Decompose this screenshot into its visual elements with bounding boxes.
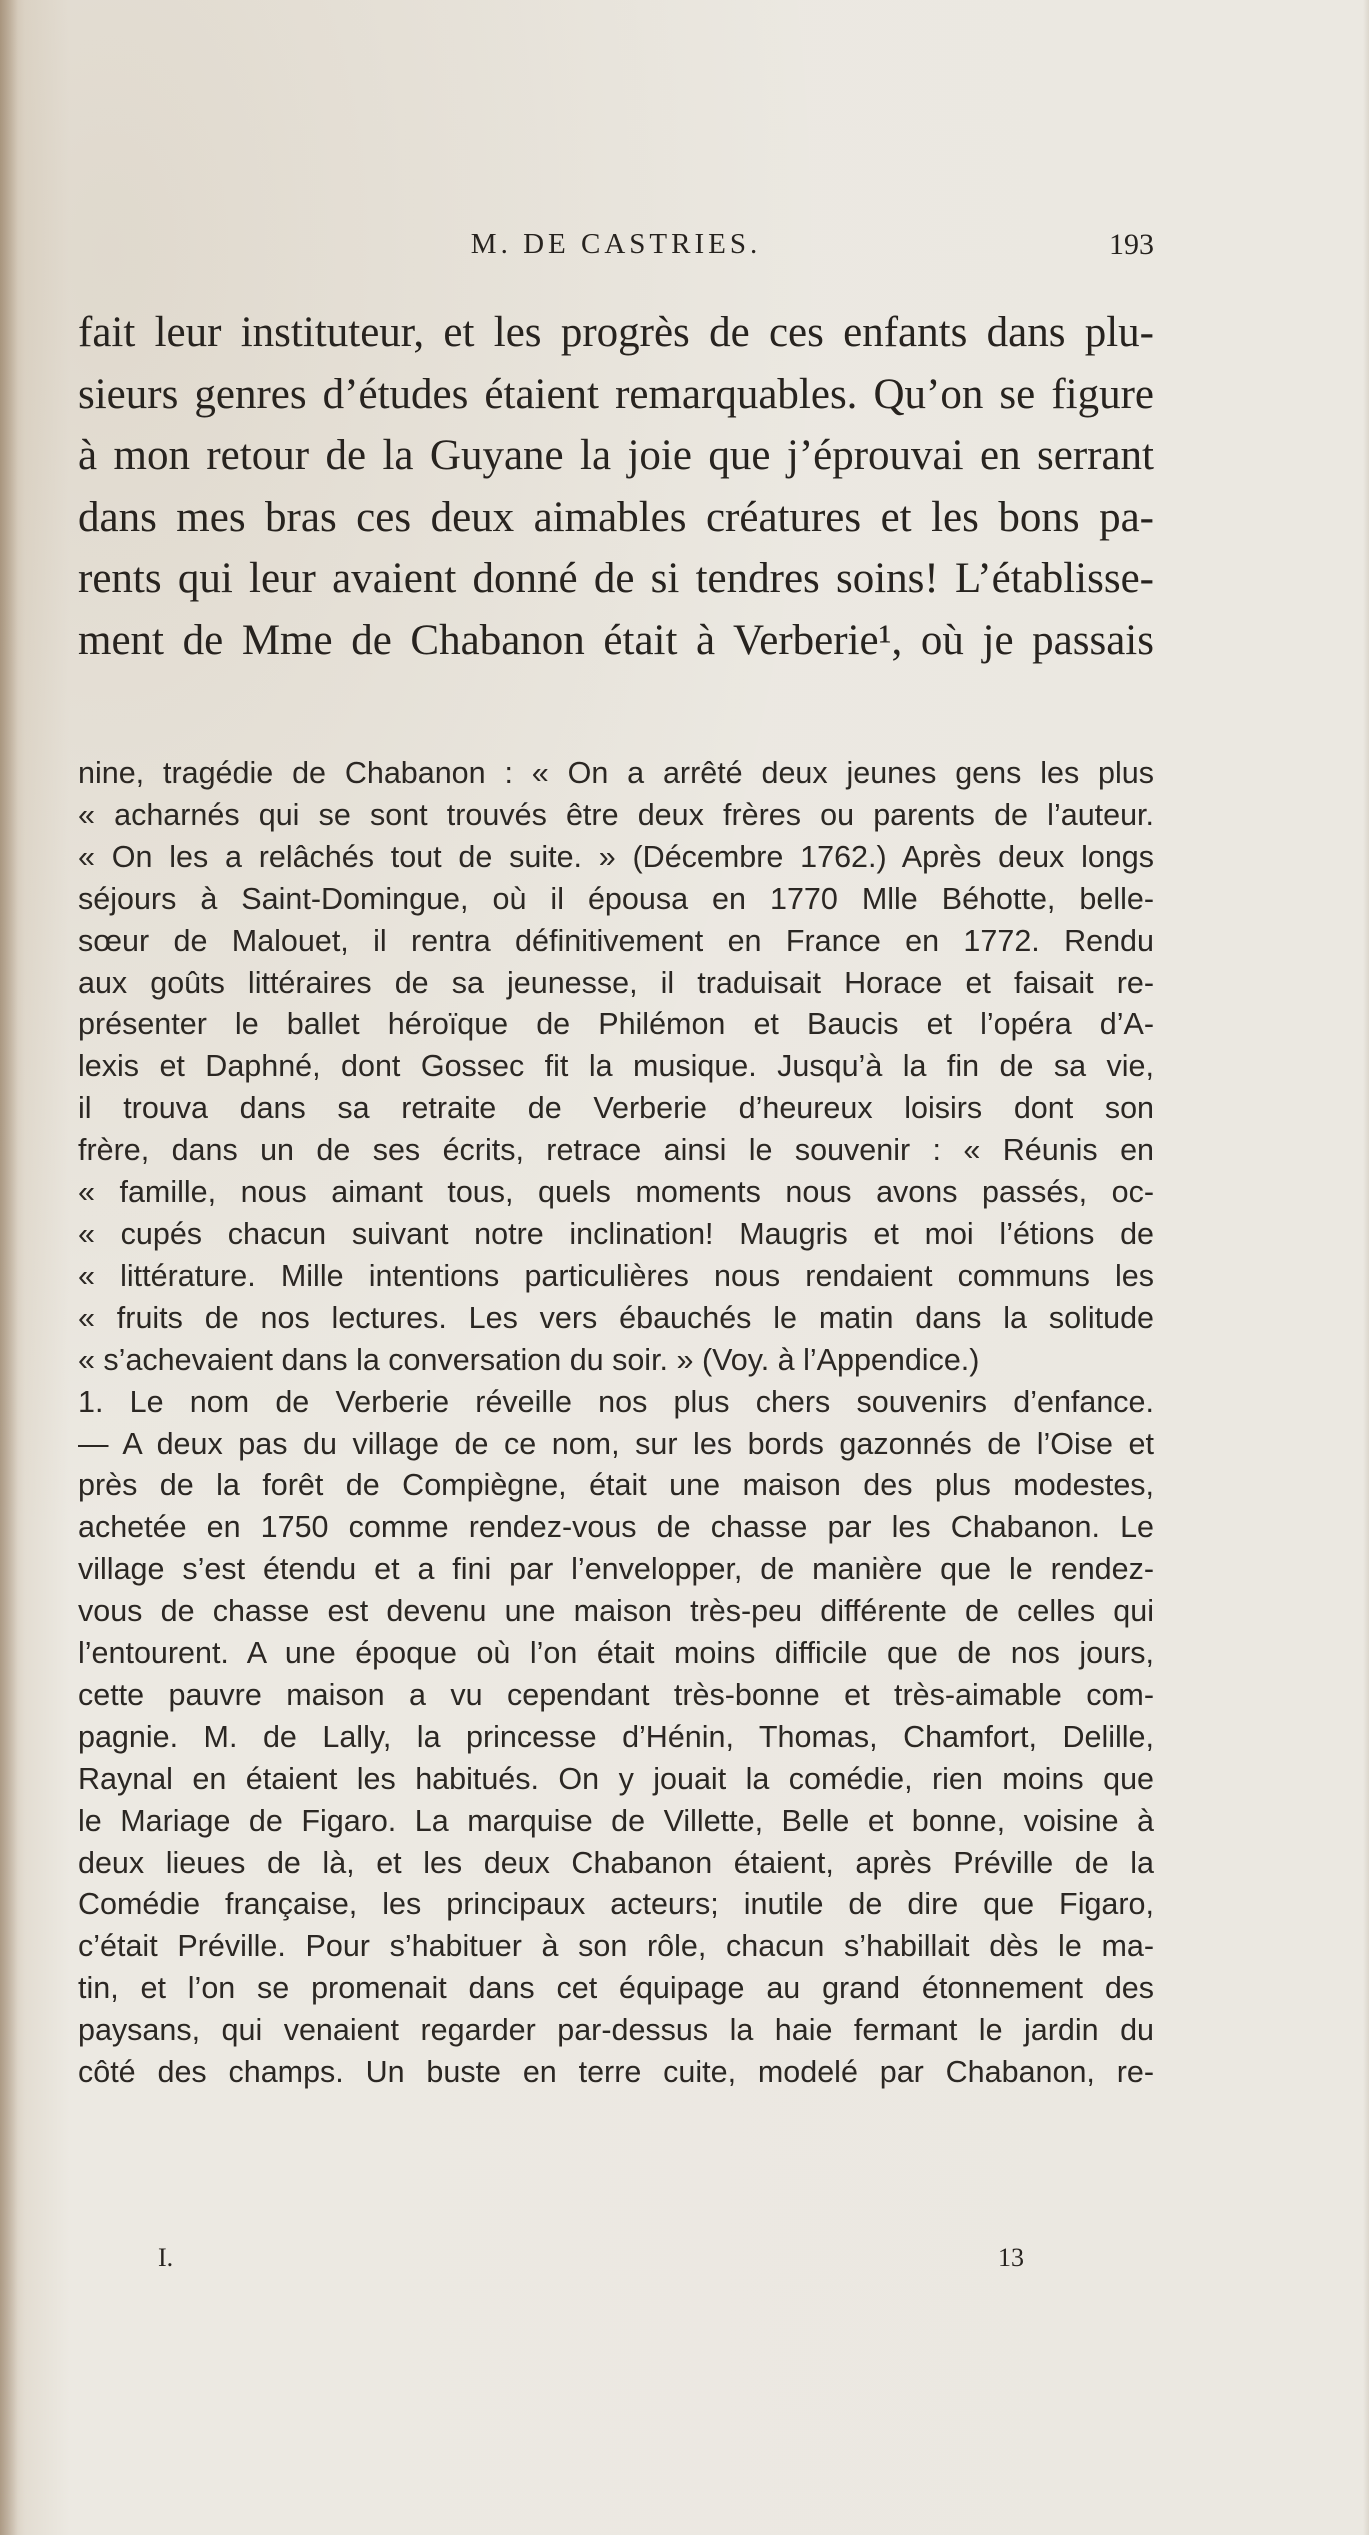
main-text-line: à mon retour de la Guyane la joie que j’éprouvai en serrant [78, 432, 1154, 479]
footnote-line: achetée en 1750 comme rendez-vous de chasse par les Chabanon. Le [78, 1510, 1154, 1545]
page-edge [1363, 0, 1369, 2535]
footnote-line: 1. Le nom de Verberie réveille nos plus chers souvenirs d’enfance. [78, 1384, 1154, 1419]
main-text-line: sieurs genres d’études étaient remarquables. Qu’on se figure [78, 370, 1154, 418]
footnote-line: « s’achevaient dans la conversation du soir. » (Voy. à l’Appendice.) [78, 1342, 980, 1377]
footnote-line: vous de chasse est devenu une maison très-peu différente de celles qui [78, 1594, 1154, 1629]
running-head [78, 228, 1154, 278]
footnote-line: séjours à Saint-Domingue, où il épousa en 1770 Mlle Béhotte, belle- [78, 881, 1154, 916]
footnote-line: « acharnés qui se sont trouvés être deux frères ou parents de l’auteur. [78, 797, 1154, 832]
footnote-line: Comédie française, les principaux acteurs; inutile de dire que Figaro, [78, 1887, 1154, 1922]
footnote-line: cette pauvre maison a vu cependant très-bonne et très-aimable com- [78, 1677, 1154, 1712]
footnote-line: c’était Préville. Pour s’habituer à son rôle, chacun s’habillait dès le ma- [78, 1929, 1154, 1964]
footnote-line: présenter le ballet héroïque de Philémon et Baucis et l’opéra d’A- [78, 1007, 1154, 1042]
footnote-line: lexis et Daphné, dont Gossec fit la musique. Jusqu’à la fin de sa vie, [78, 1049, 1154, 1084]
signature-mark: I. [158, 2243, 174, 2272]
main-text-line: ment de Mme de Chabanon était à Verberie¹, où je passais [78, 616, 1154, 664]
page-footer [78, 2243, 1154, 2283]
footnote-line: frère, dans un de ses écrits, retrace ainsi le souvenir : « Réunis en [78, 1133, 1154, 1168]
main-text [78, 302, 1154, 671]
footnote-line: sœur de Malouet, il rentra définitivement en France en 1772. Rendu [78, 923, 1154, 958]
footnote-line: le Mariage de Figaro. La marquise de Villette, Belle et bonne, voisine à [78, 1803, 1154, 1838]
footnote-line: paysans, qui venaient regarder par-dessus la haie fermant le jardin du [78, 2013, 1154, 2048]
page-number: 193 [1109, 228, 1154, 261]
footnote-line: aux goûts littéraires de sa jeunesse, il traduisait Horace et faisait re- [78, 965, 1154, 1000]
main-text-line: rents qui leur avaient donné de si tendres soins! L’établisse- [78, 555, 1154, 602]
footnote-line: — A deux pas du village de ce nom, sur les bords gazonnés de l’Oise et [78, 1426, 1154, 1461]
footnote-line: il trouva dans sa retraite de Verberie d’heureux loisirs dont son [78, 1091, 1154, 1126]
footnote-line: Raynal en étaient les habitués. On y jouait la comédie, rien moins que [78, 1761, 1154, 1796]
footnote-line: « cupés chacun suivant notre inclination! Maugris et moi l’étions de [78, 1216, 1154, 1251]
main-text-line: dans mes bras ces deux aimables créatures et les bons pa- [78, 493, 1154, 541]
footnote-line: près de la forêt de Compiègne, était une maison des plus modestes, [78, 1468, 1154, 1503]
footnote-line: village s’est étendu et a fini par l’envelopper, de manière que le rendez- [78, 1552, 1154, 1587]
footnote-line: l’entourent. A une époque où l’on était moins difficile que de nos jours, [78, 1636, 1154, 1671]
footnote-line: « littérature. Mille intentions particulières nous rendaient communs les [78, 1258, 1154, 1293]
main-text-line: fait leur instituteur, et les progrès de ces enfants dans plu- [78, 309, 1154, 356]
footnote-line: nine, tragédie de Chabanon : « On a arrêté deux jeunes gens les plus [78, 756, 1154, 790]
footnote-line: « fruits de nos lectures. Les vers ébauchés le matin dans la solitude [78, 1300, 1154, 1335]
footnotes [78, 753, 1154, 2094]
footnote-line: pagnie. M. de Lally, la princesse d’Hénin, Thomas, Chamfort, Delille, [78, 1719, 1154, 1754]
footnote-line: côté des champs. Un buste en terre cuite, modelé par Chabanon, re- [78, 2055, 1154, 2090]
footnote-line: tin, et l’on se promenait dans cet équipage au grand étonnement des [78, 1971, 1154, 2006]
gutter-shadow [0, 0, 18, 2535]
running-title: M. DE CASTRIES. [470, 228, 762, 260]
footnote-line: « On les a relâchés tout de suite. » (Décembre 1762.) Après deux longs [78, 839, 1154, 874]
signature-number: 13 [998, 2243, 1024, 2272]
footnote-line: deux lieues de là, et les deux Chabanon étaient, après Préville de la [78, 1845, 1154, 1880]
footnote-line: « famille, nous aimant tous, quels moments nous avons passés, oc- [78, 1175, 1154, 1210]
